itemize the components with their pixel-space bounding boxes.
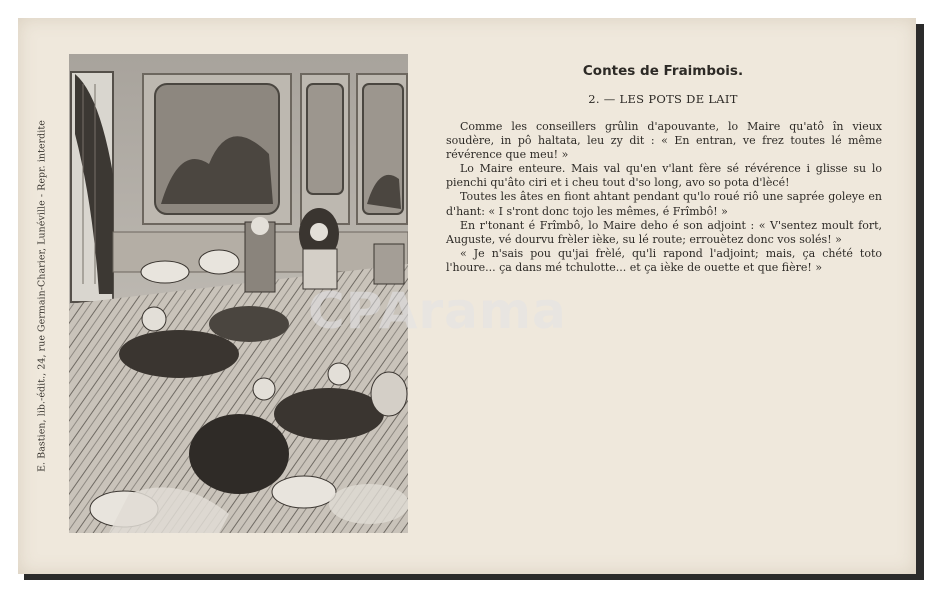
publisher-credit (22, 18, 62, 574)
story-series-title: Contes de Fraimbois. (582, 63, 744, 79)
story-paragraph: Toutes les âtes en fiont ahtant pendant qu'lo roué riô une saprée goleye en d'hant: « I s'ront donc tojo les mêmes, é Frîmbô! » (446, 190, 882, 218)
story-paragraph: Lo Maire enteure. Mais val qu'en v'lant fère sé révérence i glisse su lo pienchi qu'âto ciri et i cheu tout d'so long, avo so pota d'lècé! (446, 162, 882, 190)
story-paragraph: En r'tonant é Frîmbô, lo Maire deho é son adjoint : « V'sentez moult fort, Auguste, vé dourvu frèler ièke, su lé route; errouètez donc vos solés! » (446, 218, 882, 246)
story-text (446, 120, 882, 275)
publisher-credit-text: E. Bastien, lib.-édit., 24, rue Germain-Charier, Lunéville - Repr. interdite (36, 120, 48, 472)
story-title: 2. — LES POTS DE LAIT (588, 92, 738, 106)
watermark: CPArama (308, 282, 567, 340)
story-paragraph: « Je n'sais pou qu'jai frèlé, qu'li rapond l'adjoint; mais, ça chété toto l'houre... ça dans mé tchulotte... et ça ièke de ouette et que fière! » (446, 246, 882, 274)
story-paragraph: Comme les conseillers grûlin d'apouvante, lo Maire qu'atô în vieux soudère, in pô haltata, leu zy dit : « En entran, ve frez toutes lé même révérence que meu! » (446, 120, 882, 162)
